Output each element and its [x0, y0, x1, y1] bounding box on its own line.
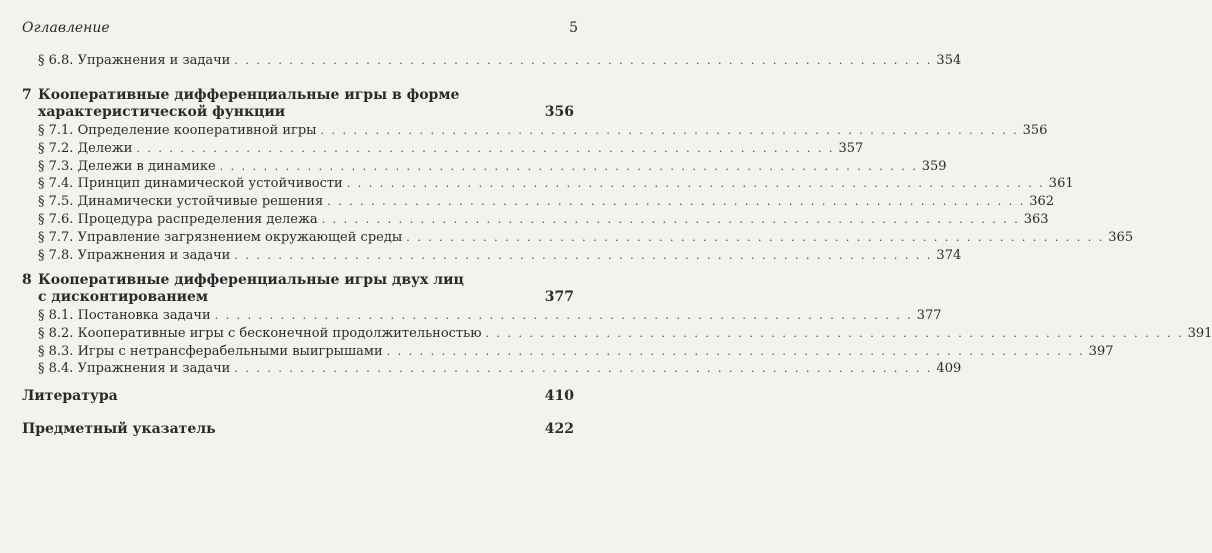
- toc-entry-7-5[interactable]: [38, 194, 1055, 212]
- toc-entry-page: 361: [1048, 176, 1074, 191]
- chapter-7-page: 356: [544, 104, 574, 120]
- chapter-8-number: 8: [22, 272, 32, 288]
- toc-entry-label: § 7.8. Упражнения и задачи: [38, 248, 231, 263]
- page-header: [22, 20, 578, 40]
- dot-leader: . . . . . . . . . . . . . . . . . . . . . . . . . . . . . . . . . . . . . . . . . . . . . . . . . . . . . . . . . . . . . . . .: [406, 231, 1105, 244]
- dot-leader: . . . . . . . . . . . . . . . . . . . . . . . . . . . . . . . . . . . . . . . . . . . . . . . . . . . . . . . . . . . . . . . .: [386, 345, 1085, 358]
- toc-entry-8-3[interactable]: [38, 344, 1114, 362]
- chapter-7-title-line1[interactable]: Кооперативные дифференциальные игры в форме: [38, 87, 460, 103]
- toc-entry-page: 359: [921, 159, 947, 174]
- bibliography-title[interactable]: Литература: [22, 388, 118, 404]
- dot-leader: . . . . . . . . . . . . . . . . . . . . . . . . . . . . . . . . . . . . . . . . . . . . . . . . . . . . . . . . . . . . . . . .: [485, 327, 1184, 340]
- dot-leader: . . . . . . . . . . . . . . . . . . . . . . . . . . . . . . . . . . . . . . . . . . . . . . . . . . . . . . . . . . . . . . . .: [327, 195, 1026, 208]
- toc-entry-7-8[interactable]: [38, 248, 962, 266]
- toc-entry-label: § 7.3. Дележи в динамике: [38, 159, 216, 174]
- dot-leader: . . . . . . . . . . . . . . . . . . . . . . . . . . . . . . . . . . . . . . . . . . . . . . . . . . . . . . . . . . . . . . . .: [234, 54, 933, 67]
- dot-leader: . . . . . . . . . . . . . . . . . . . . . . . . . . . . . . . . . . . . . . . . . . . . . . . . . . . . . . . . . . . . . . . .: [234, 249, 933, 262]
- chapter-7-number: 7: [22, 87, 32, 103]
- subject-index-title[interactable]: Предметный указатель: [22, 421, 216, 437]
- toc-entry-label: § 8.4. Упражнения и задачи: [38, 361, 231, 376]
- toc-entry-label: § 7.7. Управление загрязнением окружающей среды: [38, 230, 403, 245]
- toc-entry-label: § 7.1. Определение кооперативной игры: [38, 123, 317, 138]
- toc-entry-8-2[interactable]: [38, 326, 1212, 344]
- toc-entry-page: 409: [936, 361, 962, 376]
- toc-entry-page: 374: [936, 248, 962, 263]
- toc-entry-7-2[interactable]: [38, 141, 864, 159]
- toc-entry-7-4[interactable]: [38, 176, 1074, 194]
- dot-leader: . . . . . . . . . . . . . . . . . . . . . . . . . . . . . . . . . . . . . . . . . . . . . . . . . . . . . . . . . . . . . . . .: [136, 142, 835, 155]
- toc-entry-8-4[interactable]: [38, 361, 962, 379]
- toc-entry-label: § 7.4. Принцип динамической устойчивости: [38, 176, 343, 191]
- toc-entry-page: 397: [1088, 344, 1114, 359]
- toc-entry-label: § 8.1. Постановка задачи: [38, 308, 211, 323]
- dot-leader: . . . . . . . . . . . . . . . . . . . . . . . . . . . . . . . . . . . . . . . . . . . . . . . . . . . . . . . . . . . . . . . .: [321, 213, 1020, 226]
- toc-entry-label: § 8.2. Кооперативные игры с бесконечной продолжительностью: [38, 326, 482, 341]
- dot-leader: . . . . . . . . . . . . . . . . . . . . . . . . . . . . . . . . . . . . . . . . . . . . . . . . . . . . . . . . . . . . . . . .: [320, 124, 1019, 137]
- toc-entry-label: § 7.5. Динамически устойчивые решения: [38, 194, 324, 209]
- toc-entry-page: 365: [1108, 230, 1134, 245]
- toc-entry-label: § 8.3. Игры с нетрансферабельными выигрышами: [38, 344, 383, 359]
- subject-index-page: 422: [544, 421, 574, 437]
- toc-entry-page: 377: [916, 308, 942, 323]
- toc-entry-7-6[interactable]: [38, 212, 1049, 230]
- dot-leader: . . . . . . . . . . . . . . . . . . . . . . . . . . . . . . . . . . . . . . . . . . . . . . . . . . . . . . . . . . . . . . . .: [214, 309, 913, 322]
- toc-entry-page: 391: [1187, 326, 1212, 341]
- dot-leader: . . . . . . . . . . . . . . . . . . . . . . . . . . . . . . . . . . . . . . . . . . . . . . . . . . . . . . . . . . . . . . . .: [234, 362, 933, 375]
- bibliography-page: 410: [544, 388, 574, 404]
- toc-entry-page: 363: [1023, 212, 1049, 227]
- chapter-8-title-line1[interactable]: Кооперативные дифференциальные игры двух лиц: [38, 272, 464, 288]
- toc-entry-page: 356: [1022, 123, 1048, 138]
- running-title: Оглавление: [22, 20, 110, 36]
- toc-entry-6-8[interactable]: [38, 53, 962, 71]
- dot-leader: . . . . . . . . . . . . . . . . . . . . . . . . . . . . . . . . . . . . . . . . . . . . . . . . . . . . . . . . . . . . . . . .: [219, 160, 918, 173]
- toc-entry-page: 362: [1029, 194, 1055, 209]
- toc-entry-label: § 6.8. Упражнения и задачи: [38, 53, 231, 68]
- toc-entry-7-1[interactable]: [38, 123, 1048, 141]
- toc-entry-label: § 7.6. Процедура распределения дележа: [38, 212, 318, 227]
- toc-entry-7-7[interactable]: [38, 230, 1134, 248]
- toc-entry-label: § 7.2. Дележи: [38, 141, 133, 156]
- toc-entry-page: 354: [936, 53, 962, 68]
- toc-entry-page: 357: [838, 141, 864, 156]
- chapter-7-title-line2[interactable]: характеристической функции: [38, 104, 286, 120]
- toc-entry-8-1[interactable]: [38, 308, 942, 326]
- toc-entry-7-3[interactable]: [38, 159, 947, 177]
- chapter-8-page: 377: [544, 289, 574, 305]
- page-number: 5: [569, 20, 578, 36]
- dot-leader: . . . . . . . . . . . . . . . . . . . . . . . . . . . . . . . . . . . . . . . . . . . . . . . . . . . . . . . . . . . . . . . .: [346, 177, 1045, 190]
- chapter-8-title-line2[interactable]: с дисконтированием: [38, 289, 209, 305]
